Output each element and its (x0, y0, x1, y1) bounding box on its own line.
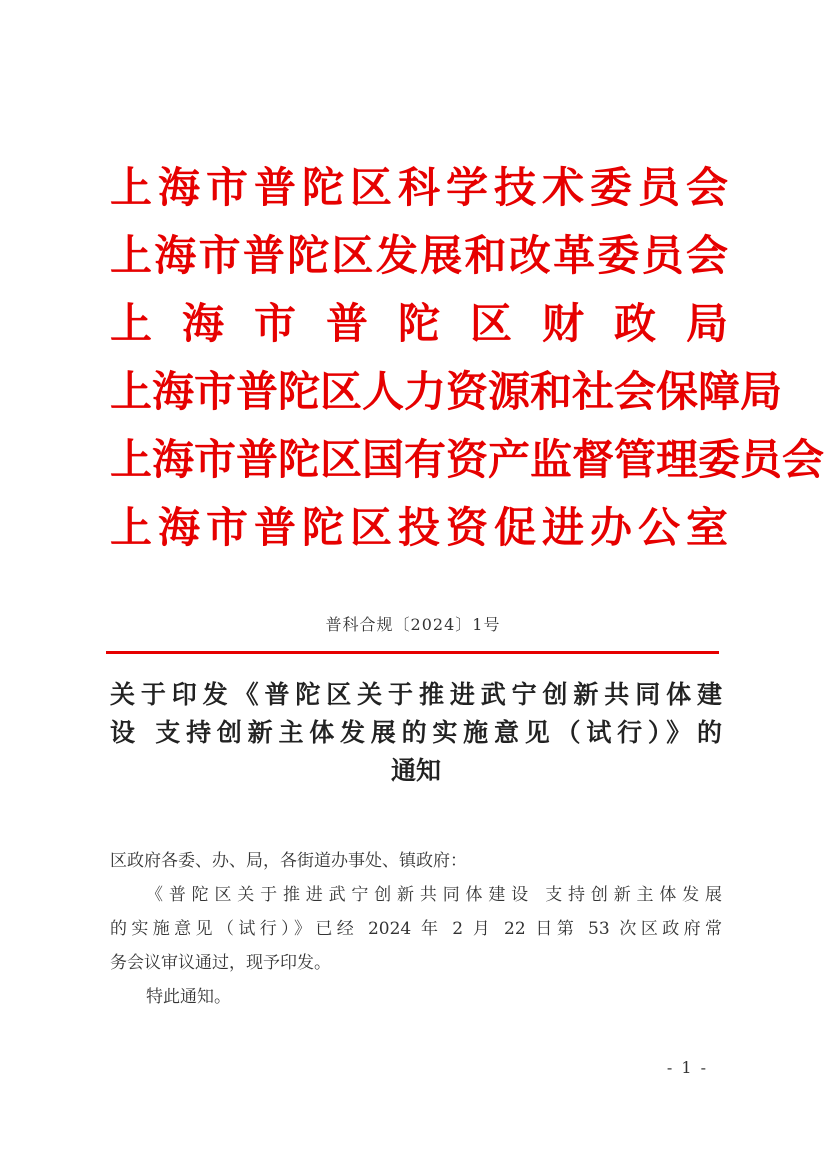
issuer-finance-bureau: 上 海 市 普 陀 区 财 政 局 (110, 299, 728, 348)
addressee: 区政府各委、办、局，各街道办事处、镇政府： (110, 851, 467, 871)
red-divider-rule (106, 651, 719, 654)
document-number: 普科合规〔2024〕1号 (325, 615, 501, 634)
body-line-1: 《普陀区关于推进武宁创新共同体建设 支持创新主体发展 (146, 885, 722, 905)
document-body (110, 844, 722, 1014)
document-title (110, 676, 722, 790)
issuer-state-assets-commission: 上海市普陀区国有资产监督管理委员会 (110, 435, 825, 484)
closing-remark: 特此通知。 (146, 987, 231, 1007)
page-number: - 1 - (666, 1058, 708, 1077)
issuer-development-reform-commission: 上海市普陀区发展和改革委员会 (110, 231, 728, 280)
body-line-2: 的实施意见（试行）》已经 2024 年 2 月 22 日第 53 次区政府常 (110, 919, 722, 939)
issuer-science-technology-commission: 上海市普陀区科学技术委员会 (110, 163, 728, 212)
title-line-3: 通知 (390, 756, 441, 785)
title-line-2: 设 支持创新主体发展的实施意见（试行）》的 (110, 718, 722, 747)
title-line-1: 关于印发《普陀区关于推进武宁创新共同体建 (110, 680, 722, 709)
issuer-investment-promotion-office: 上海市普陀区投资促进办公室 (110, 503, 728, 552)
issuer-human-resources-social-security-bureau: 上海市普陀区人力资源和社会保障局 (110, 367, 783, 416)
body-line-3: 务会议审议通过，现予印发。 (110, 953, 331, 973)
issuing-authorities (110, 160, 825, 568)
